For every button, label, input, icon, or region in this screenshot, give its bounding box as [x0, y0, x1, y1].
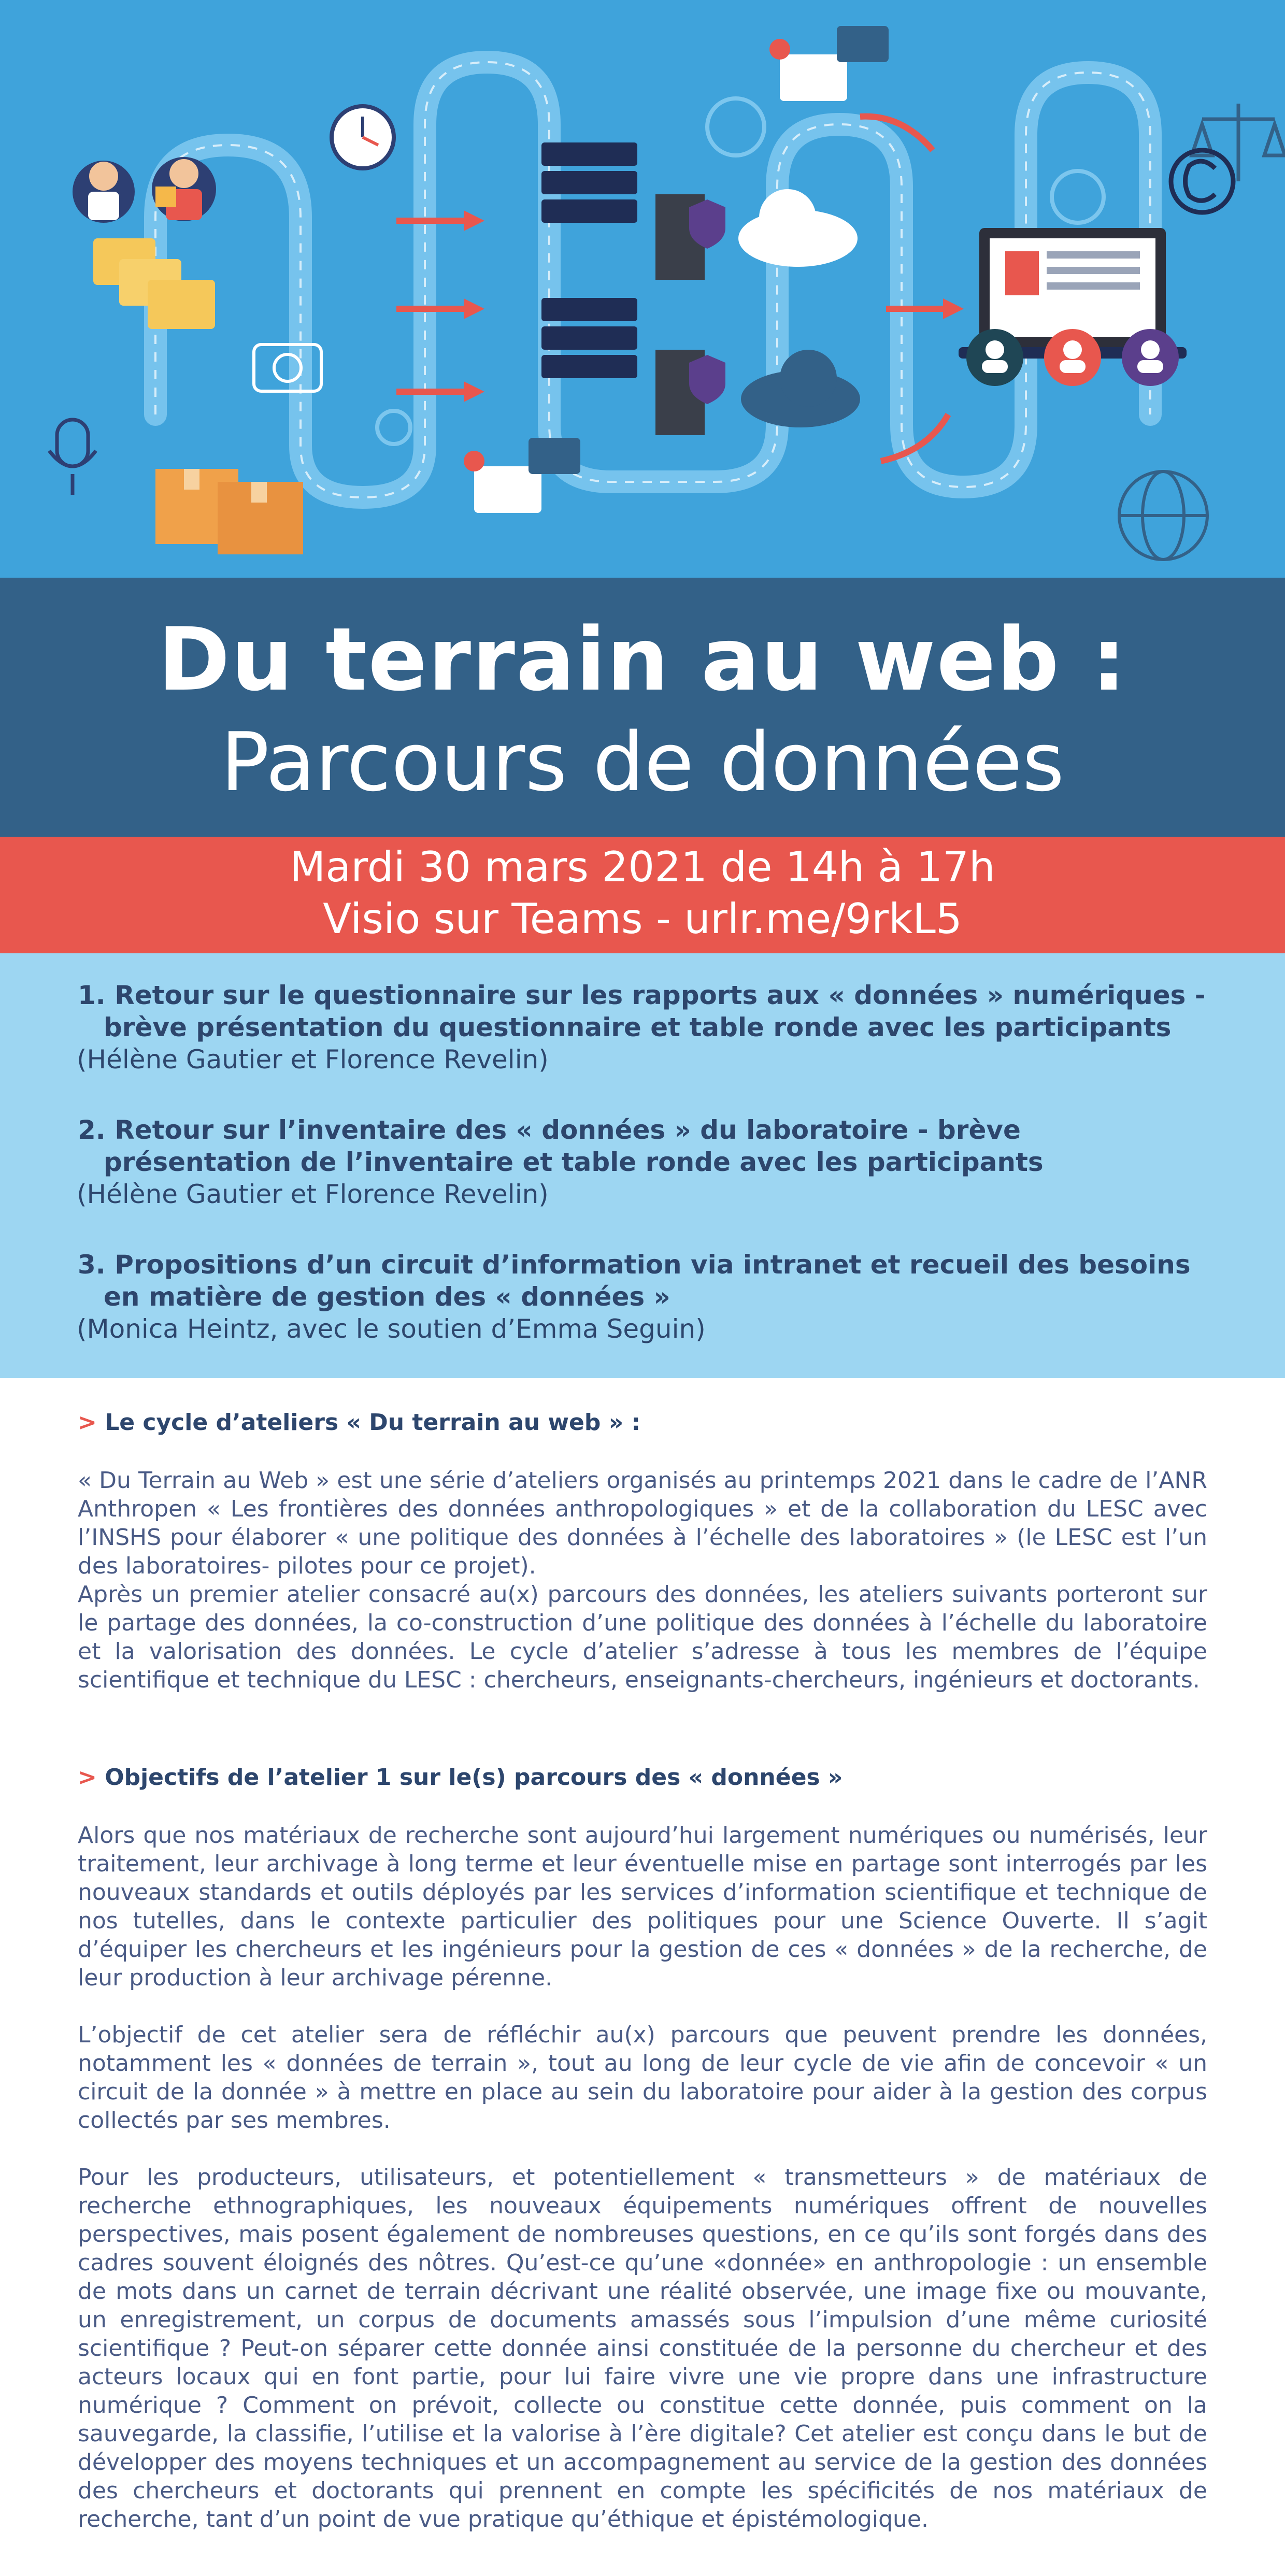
section-marker: >	[78, 1409, 97, 1436]
program-item-authors: (Hélène Gautier et Florence Revelin)	[77, 1044, 549, 1075]
page-title: Du terrain au web :	[158, 609, 1127, 710]
event-date: Mardi 30 mars 2021 de 14h à 17h	[290, 843, 995, 891]
section-heading-text: Objectifs de l’atelier 1 sur le(s) parcours des « données »	[105, 1764, 843, 1791]
section-marker: >	[78, 1764, 97, 1791]
program-item	[78, 979, 1212, 1076]
cloud-icon	[738, 189, 860, 427]
program-item	[78, 1249, 1212, 1345]
section-heading-cycle	[78, 1409, 1207, 1436]
program-item-authors: (Monica Heintz, avec le soutien d’Emma Seguin)	[77, 1314, 706, 1344]
program-section	[0, 953, 1285, 1378]
data-journey-illustration	[0, 0, 1285, 578]
clock-icon	[332, 106, 394, 168]
server-icon	[541, 142, 705, 435]
program-item-title: 3. Propositions d’un circuit d’information via intranet et recueil des besoins en matière de gestion des « données »	[78, 1250, 1191, 1312]
folder-icon	[93, 238, 215, 329]
hero-illustration	[0, 0, 1285, 578]
program-item-title: 2. Retour sur l’inventaire des « données » du laboratoire - brève présentation de l’inventaire et table ronde avec les participants	[78, 1115, 1044, 1177]
copyright-icon	[1171, 150, 1233, 212]
shield-icon	[689, 199, 725, 404]
paragraph: Alors que nos matériaux de recherche sont aujourd’hui largement numériques ou numérisés, leur traitement, leur archivage à long terme et leur éventuelle mise en partage sont interrogés par les nouveaux standards et outils déployés par les services d’information scientifique et technique de nos tutelles, dans le contexte particulier des politiques pour une Science Ouverte. Il s’agit d’équiper les chercheurs et les ingénieurs pour la gestion de ces « données » de la recherche, de leur production à leur archivage pérenne.	[78, 1822, 1207, 1991]
program-item-authors: (Hélène Gautier et Florence Revelin)	[77, 1179, 549, 1209]
microphone-icon	[49, 420, 96, 495]
scales-icon	[1192, 104, 1285, 181]
boxes-icon	[155, 469, 303, 554]
paragraph: « Du Terrain au Web » est une série d’ateliers organisés au printemps 2021 dans le cadre de l’ANR Anthropen « Les frontières des données anthropologiques » et de la collaboration du LESC avec l’INSHS pour élaborer « une politique des données à l’échelle des laboratoires » (le LESC est l’un des laboratoires- pilotes pour ce projet).	[78, 1467, 1207, 1579]
program-item	[78, 1114, 1212, 1210]
event-info-band	[0, 837, 1285, 953]
users-icon	[966, 329, 1179, 386]
title-band	[0, 578, 1285, 837]
section-heading-text: Le cycle d’ateliers « Du terrain au web » :	[105, 1409, 641, 1436]
program-item-title: 1. Retour sur le questionnaire sur les rapports aux « données » numériques - brève présentation du questionnaire et table ronde avec les participants	[78, 980, 1206, 1042]
paragraph: Pour les producteurs, utilisateurs, et potentiellement « transmetteurs » de matériaux de recherche ethnographiques, les nouveaux équipements numériques offrent de nouvelles perspectives, mais posent également de nombreuses questions, en ce qu’ils sont forgés dans des cadres souvent éloignés des nôtres. Qu’est-ce qu’une «donnée» en anthropologie : un ensemble de mots dans un carnet de terrain décrivant une réalité observée, une image fixe ou mouvante, un enregistrement, un corpus de documents amassés sous l’impulsion d’une même curiosité scientifique ? Peut-on séparer cette donnée ainsi constituée de la personne du chercheur et des acteurs locaux qui en font partie, pour lui faire vivre une vie propre dans une infrastructure numérique ? Comment on prévoit, collecte ou constitue cette donnée, puis comment on la sauvegarde, la classifie, l’utilise et la valorise à l’ère digitale? Cet atelier est conçu dans le but de développer des moyens techniques et un accompagnement au service de la gestion des données des chercheurs et doctorants qui prennent en compte les spécificités de nos matériaux de recherche, tant d’un point de vue pratique qu’éthique et épistémologique.	[78, 2164, 1207, 2532]
section-heading-objectives	[78, 1764, 1207, 1791]
globe-icon	[1119, 471, 1207, 560]
paragraph: Après un premier atelier consacré au(x) parcours des données, les ateliers suivants porteront sur le partage des données, la co-construction d’une politique des données à l’échelle du laboratoire et la valorisation des données. Le cycle d’atelier s’adresse à tous les membres de l’équipe scientifique et technique du LESC : chercheurs, enseignants-chercheurs, ingénieurs et doctorants.	[78, 1581, 1207, 1693]
page-subtitle: Parcours de données	[220, 715, 1065, 809]
paragraph: L’objectif de cet atelier sera de réfléchir au(x) parcours que peuvent prendre les données, notamment les « données de terrain », tout au long de leur cycle de vie afin de concevoir « un circuit de la donnée » à mettre en place au sein du laboratoire pour aider à la gestion des corpus collectés par ses membres.	[78, 2022, 1207, 2134]
event-location: Visio sur Teams - urlr.me/9rkL5	[323, 895, 962, 943]
